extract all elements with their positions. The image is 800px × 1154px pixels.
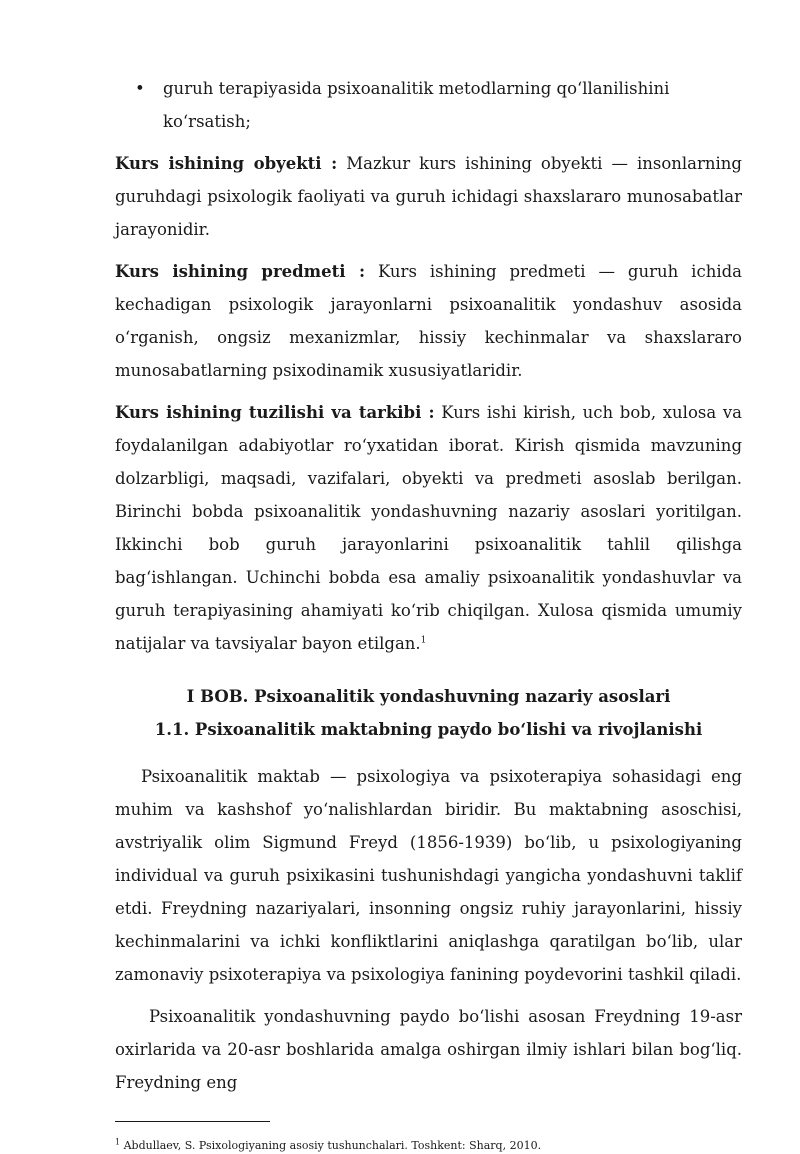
section-heading: 1.1. Psixoanalitik maktabning paydo bo‘lishi va rivojlanishi: [154, 720, 703, 739]
structure-paragraph: [115, 396, 742, 660]
footnote-text: Abdullaev, S. Psixologiyaning asosiy tushunchalari. Toshkent: Sharq, 2010.: [123, 1139, 542, 1152]
body-paragraph-1: Psixoanalitik maktab — psixologiya va psixoterapiya sohasidagi eng muhim va kashshof yo‘nalishlardan biridir. Bu maktabning asoschisi, avstriyalik olim Sigmund Freyd (1856-1939) bo‘lib, u psixologiyaning individual va guruh psixikasini tushunishdagi yangicha yondashuvni taklif etdi. Freydning nazariyalari, insonning ongsiz ruhiy jarayonlarini, hissiy kechinmalarini va ichki konfliktlarini aniqlashga qaratilgan bo‘lib, ular zamonaviy psixoterapiya va psixologiya fanining poydevorini tashkil qiladi.: [115, 767, 742, 984]
subject-text: Kurs ishining predmeti — guruh ichida kechadigan psixologik jarayonlarni psixoanalitik yondashuv asosida o‘rganish, ongsiz mexanizmlar, hissiy kechinmalar va shaxslararo munosabatlarning psixodinamik xususiyatlaridir.: [115, 262, 743, 380]
bullet-mark: •: [135, 79, 145, 98]
object-text: Mazkur kurs ishining obyekti — insonlarning guruhdagi psixologik faoliyati va guruh ichidagi shaxslararo munosabatlar jarayonidir.: [115, 154, 742, 239]
chapter-heading: I BOB. Psixoanalitik yondashuvning nazariy asoslari: [186, 687, 671, 706]
body-paragraph-2: Psixoanalitik yondashuvning paydo bo‘lishi asosan Freydning 19-asr oxirlarida va 20-asr boshlarida amalga oshirgan ilmiy ishlari bilan bog‘liq. Freydning eng: [115, 1007, 742, 1092]
structure-text: Kurs ishi kirish, uch bob, xulosa va foydalanilgan adabiyotlar ro‘yxatidan iborat. Kirish qismida mavzuning dolzarbligi, maqsadi, vazifalari, obyekti va predmeti asoslab berilgan. Birinchi bobda psixoanalitik yondashuvning nazariy asoslari yoritilgan. Ikkinchi bob guruh jarayonlarini psixoanalitik tahlil qilishga bag‘ishlangan. Uchinchi bobda esa amaliy psixoanalitik yondashuvlar va guruh terapiyasining ahamiyati ko‘rib chiqilgan. Xulosa qismida umumiy natijalar va tavsiyalar bayon etilgan.: [115, 403, 742, 653]
subject-paragraph: [115, 255, 742, 387]
footnote-number: 1: [115, 1137, 121, 1147]
object-paragraph: [115, 147, 742, 246]
object-lead: Kurs ishining obyekti :: [115, 154, 338, 173]
bullet-item: [115, 72, 742, 138]
footnote-divider: [115, 1121, 270, 1122]
footnote-reference: 1: [420, 635, 427, 646]
structure-lead: Kurs ishining tuzilishi va tarkibi :: [115, 403, 435, 422]
subject-lead: Kurs ishining predmeti :: [115, 262, 366, 281]
bullet-text: guruh terapiyasida psixoanalitik metodlarning qo‘llanilishini ko‘rsatish;: [163, 79, 670, 131]
chapter-headings: [115, 680, 742, 746]
footnote: [115, 1138, 742, 1154]
